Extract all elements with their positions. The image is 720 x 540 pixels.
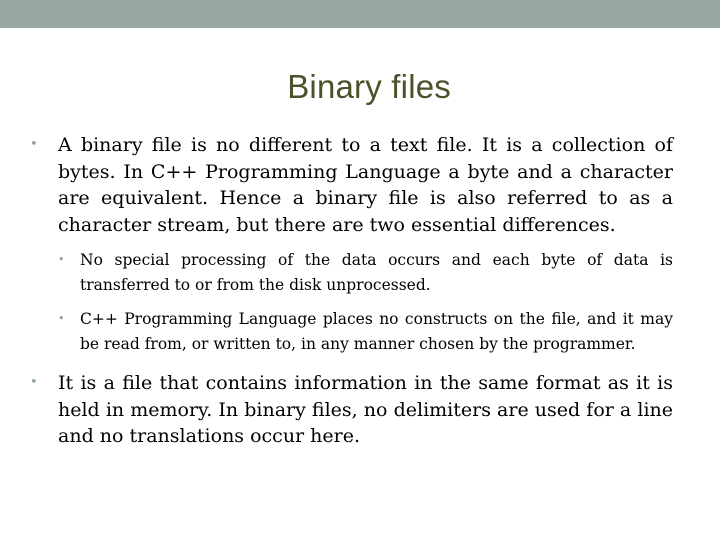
bullet-icon <box>58 307 65 332</box>
sub-bullet-item <box>58 248 673 297</box>
bullet-icon <box>58 248 65 273</box>
bullet-item <box>30 370 673 450</box>
bullet-icon <box>30 132 38 159</box>
sub-bullet-list <box>58 248 673 356</box>
slide-title-container <box>0 68 720 106</box>
slide-content <box>30 132 673 456</box>
sub-bullet-item <box>58 307 673 356</box>
bullet-text: It is a file that contains information in the same format as it is held in memory. In binary files, no delimiters are used for a line and no translations occur here. <box>58 372 673 447</box>
bullet-item <box>30 132 673 238</box>
sub-bullet-text: C++ Programming Language places no constructs on the file, and it may be read from, or written to, in any manner chosen by the programmer. <box>80 310 673 353</box>
slide-title: Binary files <box>287 68 451 105</box>
bullet-text: A binary file is no different to a text file. It is a collection of bytes. In C++ Programming Language a byte and a character are equivalent. Hence a binary file is also referred to as a character stream, but there are two essential differences. <box>58 134 673 236</box>
sub-bullet-text: No special processing of the data occurs and each byte of data is transferred to or from the disk unprocessed. <box>80 251 673 294</box>
top-accent-bar <box>0 0 720 28</box>
bullet-icon <box>30 370 38 397</box>
